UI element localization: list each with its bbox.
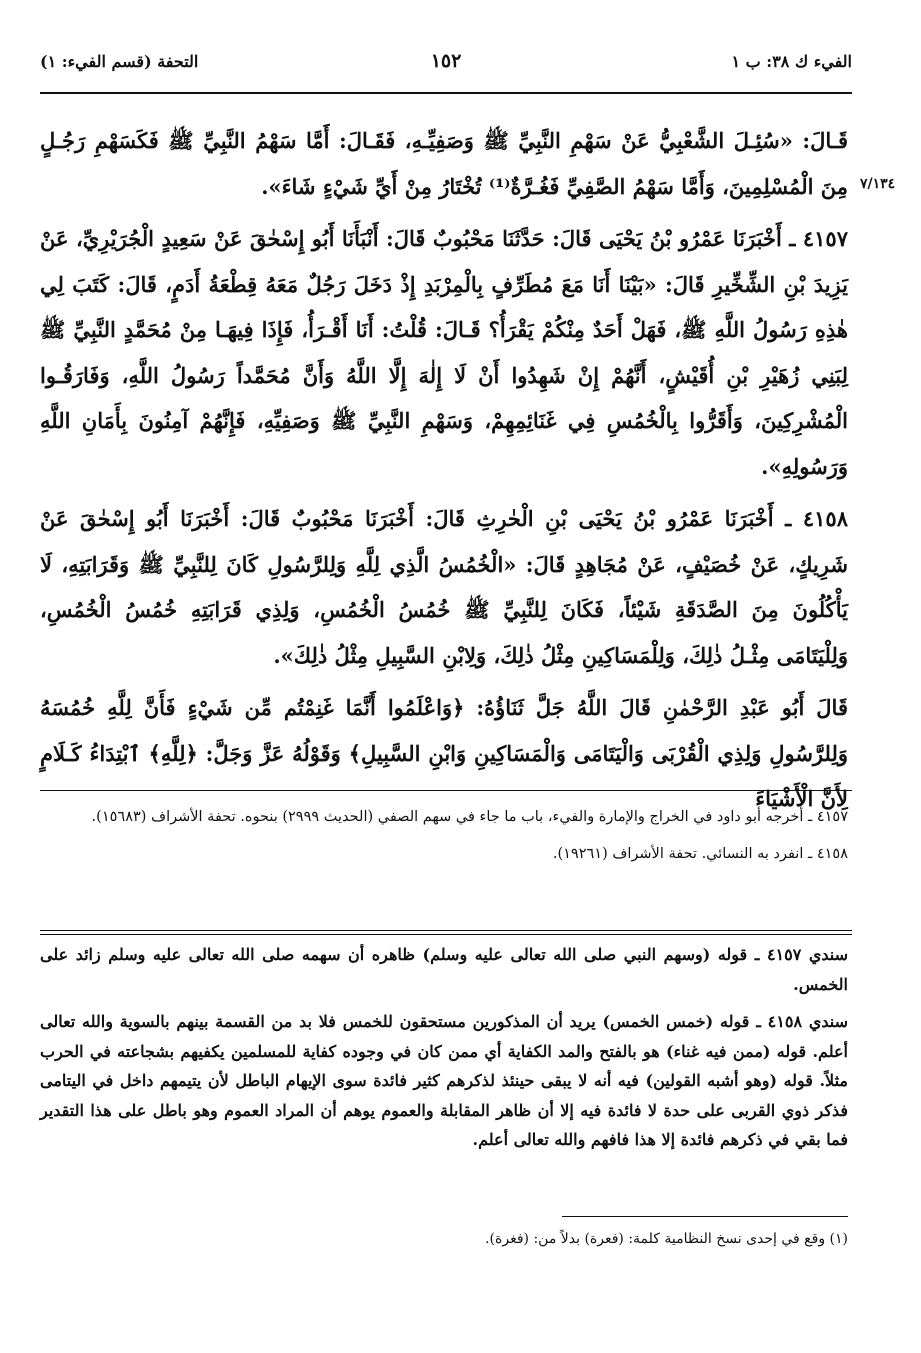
- sindi-commentary: [40, 940, 848, 1163]
- page-header: [40, 44, 852, 84]
- sindi-rule: [40, 930, 852, 935]
- notes-rule: [40, 790, 852, 791]
- note-4157: ٤١٥٧ ـ أخرجه أبو داود في الخراج والإمارة والفيء، باب ما جاء في سهم الصفي (الحديث ٢٩٩٩) بنحوه. تحفة الأشراف (١٥٦٨٣).: [91, 809, 848, 825]
- header-book-title: التحفة (قسم الفيء: ١): [40, 52, 199, 71]
- paragraph-shabi-report: قَـالَ: «سُئِـلَ الشَّعْبِيُّ عَنْ سَهْمِ النَّبِيِّ ﷺ وَصَفِيِّـهِ، فَقَـالَ: أَمَّا سَهْمُ النَّبِيِّ ﷺ فَكَسَهْمِ رَجُـلٍ مِنَ الْمُسْلِمِينَ، وَأَمَّا سَهْمُ الصَّفِيِّ فَغُـرَّةٌ⁽¹⁾ تُخْتَارُ مِنْ أَيِّ شَيْءٍ شَاءَ».: [40, 128, 848, 199]
- note-4158: ٤١٥٨ ـ انفرد به النسائي. تحفة الأشراف (١٩٢٦١).: [552, 846, 848, 862]
- page-number: ١٥٢: [430, 50, 462, 72]
- takhrij-notes: [40, 804, 848, 878]
- hadith-4158: ٤١٥٨ ـ أَخْبَرَنَا عَمْرُو بْنُ يَحْيَى بْنِ الْحٰرِثِ قَالَ: أَخْبَرَنَا مَحْبُوبٌ قَالَ: أَخْبَرَنَا أَبُو إِسْحٰقَ عَنْ شَرِيكٍ، عَنْ خُصَيْفٍ، عَنْ مُجَاهِدٍ قَالَ: «الْخُمُسُ الَّذِي لِلَّهِ وَلِلرَّسُولِ كَانَ لِلنَّبِيِّ ﷺ وَقَرَابَتِهِ، لَا يَأْكُلُونَ مِنَ الصَّدَقَةِ شَيْئاً، فَكَانَ لِلنَّبِيِّ ﷺ خُمُسُ الْخُمُسِ، وَلِذِي قَرَابَتِهِ خُمُسُ الْخُمُسِ، وَلِلْيَتَامَى مِثْـلُ ذٰلِكَ، وَلِلْمَسَاكِينِ مِثْلُ ذٰلِكَ، وَلِابْنِ السَّبِيلِ مِثْلُ ذٰلِكَ».: [40, 506, 848, 668]
- hadith-4157: ٤١٥٧ ـ أَخْبَرَنَا عَمْرُو بْنُ يَحْيَى قَالَ: حَدَّثَنَا مَحْبُوبٌ قَالَ: أَنْبَأَنَا أَبُو إِسْحٰقَ عَنْ سَعِيدٍ الْجُرَيْرِيِّ، عَنْ يَزِيدَ بْنِ الشِّخِّيرِ قَالَ: «بَيْنَا أَنَا مَعَ مُطَرِّفٍ بِالْمِرْبَدِ إِذْ دَخَلَ رَجُلٌ مَعَهُ قِطْعَةُ أَدَمٍ، قَالَ: كَتَبَ لِي هٰذِهِ رَسُولُ اللَّهِ ﷺ، فَهَلْ أَحَدٌ مِنْكُمْ يَقْرَأُ؟ قَـالَ: قُلْتُ: أَنَا أَقْـرَأُ، فَإِذَا فِيهَـا مِنْ مُحَمَّدٍ النَّبِيِّ ﷺ لِبَنِي زُهَيْرِ بْنِ أُقَيْشٍ، أَنَّهُمْ إِنْ شَهِدُوا أَنْ لَا إِلٰهَ إِلَّا اللَّهُ وَأَنَّ مُحَمَّداً رَسُولُ اللَّهِ، وَفَارَقُـوا الْمُشْرِكِينَ، وَأَقَرُّوا بِالْخُمُسِ فِي غَنَائِمِهِمْ، وَسَهْمِ النَّبِيِّ ﷺ وَصَفِيِّهِ، فَإِنَّهُمْ آمِنُونَ بِأَمَانِ اللَّهِ وَرَسُولِهِ».: [40, 226, 848, 479]
- header-rule: [40, 92, 852, 94]
- sindi-4158: سندي ٤١٥٨ ـ قوله (خمس الخمس) يريد أن المذكورين مستحقون للخمس فلا بد من القسمة بينهم بالسوية والله تعالى أعلم. قوله (ممن فيه غناء) هو بالفتح والمد الكفاية أي ممن كان في وجوده كفاية للمسلمين يكفيهم بشجاعته في الحرب مثلاً. قوله (وهو أشبه القولين) فيه أنه لا يبقى حينئذ لذكرهم كثير فائدة سوى الإيهام الباطل لأن يتيمهم داخل في اليتامى فذكر ذوي القربى على حدة لا فائدة فيه إلا أن ظاهر المقابلة والعموم يوهم أن المراد العموم وهو باطل على هذا التقدير فما بقي في ذكرهم فائدة إلا هذا فافهم والله تعالى أعلم.: [40, 1012, 848, 1149]
- sindi-4157: سندي ٤١٥٧ ـ قوله (وسهم النبي صلى الله تعالى عليه وسلم) ظاهره أن سهمه صلى الله تعالى عليه وسلم زائد على الخمس.: [40, 945, 848, 994]
- footnote-rule: [562, 1216, 848, 1217]
- margin-reference: ٧/١٣٤: [860, 176, 896, 192]
- paragraph-abu-abd-rahman: قَالَ أَبُو عَبْدِ الرَّحْمٰنِ قَالَ اللَّهُ جَلَّ ثَنَاؤُهُ: ﴿وَاعْلَمُوا أَنَّمَا غَنِمْتُم مِّن شَيْءٍ فَأَنَّ لِلَّهِ خُمُسَهُ وَلِلرَّسُولِ وَلِذِي الْقُرْبَى وَالْيَتَامَى وَالْمَسَاكِينِ وَابْنِ السَّبِيلِ﴾ وَقَوْلُهُ عَزَّ وَجَلَّ: ﴿لِلَّهِ﴾ ٱبْتِدَاءُ كَـلَامٍ لِأَنَّ الْأَشْيَاءَ: [40, 695, 848, 811]
- footnote: (١) وقع في إحدى نسخ النظامية كلمة: (فعرة) بدلاً من: (فغرة).: [485, 1231, 848, 1247]
- header-section-ref: الفيء ك ٣٨: ب ١: [731, 52, 852, 71]
- main-text: [40, 118, 848, 829]
